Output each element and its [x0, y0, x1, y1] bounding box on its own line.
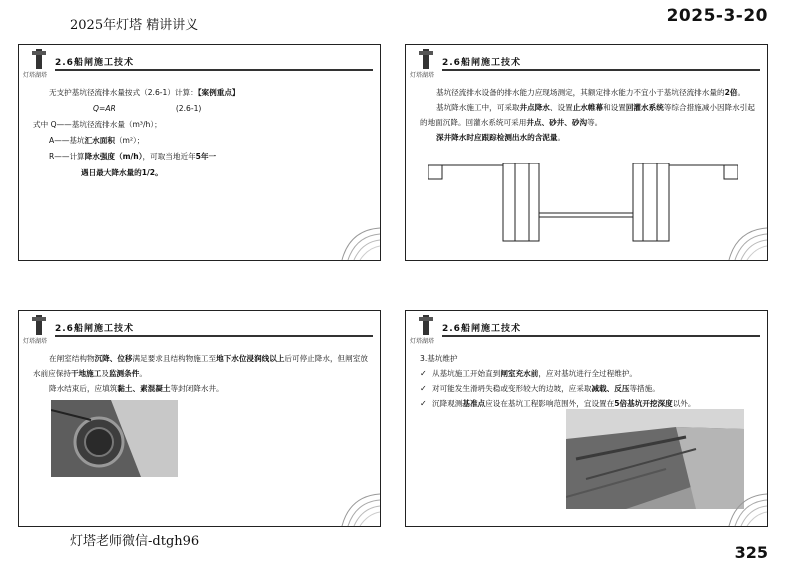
slide-title: 2.6船闸施工技术	[55, 58, 134, 68]
page-number: 325	[734, 543, 768, 562]
section-heading: 3.基坑维护	[420, 354, 458, 363]
slide-title-bar	[442, 325, 760, 337]
maintenance-list	[420, 366, 755, 411]
list-item: ✓ 从基坑施工开始直到闸室充水前，应对基坑进行全过程维护。	[420, 366, 755, 381]
swirl-decoration-icon	[320, 486, 380, 526]
lock-wall-diagram	[428, 163, 738, 243]
header-title: 2025年灯塔 精讲讲义	[70, 18, 199, 33]
slide-title-bar	[442, 59, 760, 71]
slide-title: 2.6船闸施工技术	[55, 324, 134, 334]
slide-content: 在闸室结构物沉降、位移满足要求且结构物施工至地下水位浸润线以上后可停止降水，但闸室放水前应保持干地施工及监测条件。 降水结束后，应填筑黏土、素混凝土等封闭降水井。	[33, 354, 368, 393]
swirl-decoration-icon	[320, 220, 380, 260]
swirl-decoration-icon	[707, 486, 767, 526]
check-icon: ✓	[420, 399, 427, 408]
list-item: ✓ 对可能发生滑坍失稳或变形较大的边坡，应采取减载、反压等措施。	[420, 381, 755, 396]
slide-content	[420, 351, 755, 411]
list-item: ✓ 沉降观测基准点应设在基坑工程影响范围外，宜设置在5倍基坑开挖深度以外。	[420, 396, 755, 411]
check-icon: ✓	[420, 369, 427, 378]
slide-3	[18, 310, 381, 527]
slide-title-bar	[55, 325, 373, 337]
slide-2	[405, 44, 768, 261]
slide-title: 2.6船闸施工技术	[442, 324, 521, 334]
slide-1	[18, 44, 381, 261]
dewatering-well-photo	[51, 400, 178, 477]
formula: Q=AR	[93, 104, 116, 113]
slide-4	[405, 310, 768, 527]
lighthouse-logo-icon: 灯塔湖塔	[412, 315, 440, 345]
slide-title-bar	[55, 59, 373, 71]
slide-title: 2.6船闸施工技术	[442, 58, 521, 68]
slide-content: 无支护基坑径流排水量按式（2.6-1）计算：【案例重点】 Q=AR (2.6-1) 式中 Q——基坑径流排水量（m³/h）； A——基坑汇水面积（m²）； R——计算降水强度（m/h），可取当地近年5年一 遇日最大降水量的1/2。	[33, 88, 240, 177]
lighthouse-logo-icon: 灯塔湖塔	[412, 49, 440, 79]
lighthouse-logo-icon: 灯塔湖塔	[25, 49, 53, 79]
swirl-decoration-icon	[707, 220, 767, 260]
header-date: 2025-3-20	[666, 6, 768, 26]
slide-content: 基坑径流排水设备的排水能力应现场测定，其额定排水能力不宜小于基坑径流排水量的2倍。 基坑降水施工中，可采取井点降水、设置止水帷幕和设置回灌水系统等综合措施减小因降水引起的地面沉降。回灌水系统可采用井点、砂井、砂沟等。 深井降水时应跟踪检测出水的含泥量。	[420, 88, 755, 142]
footer-contact: 灯塔老师微信-dtgh96	[70, 534, 200, 549]
check-icon: ✓	[420, 384, 427, 393]
lighthouse-logo-icon: 灯塔湖塔	[25, 315, 53, 345]
